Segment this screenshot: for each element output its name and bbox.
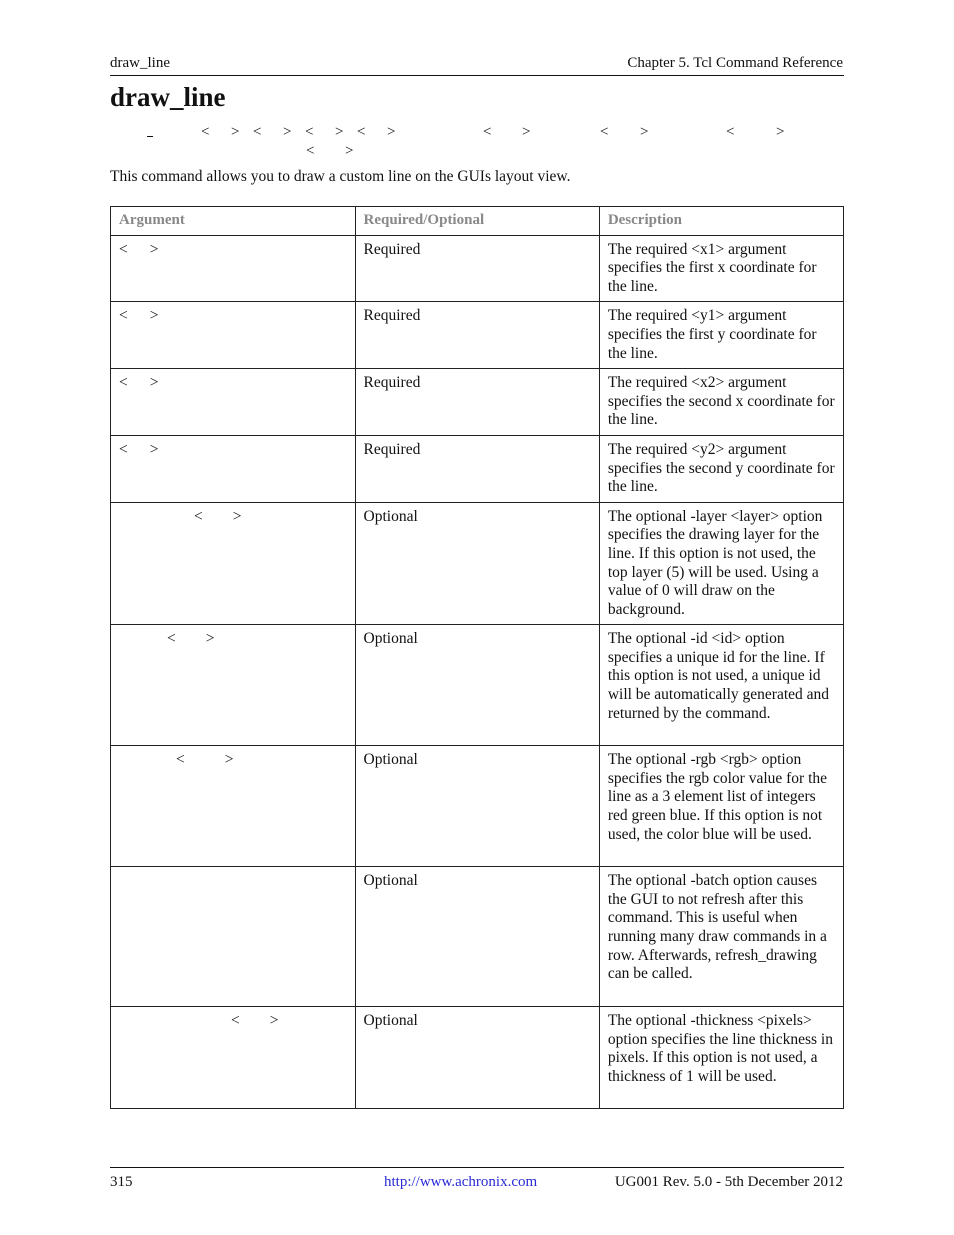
description-cell: The required <x2> argument specifies the second x coordinate for the line. xyxy=(599,369,843,436)
synopsis-bracket: < xyxy=(483,124,492,140)
description-cell: The optional -thickness <pixels> option specifies the line thickness in pixels. If this option is not used, a thickness of 1 will be used. xyxy=(599,1007,843,1109)
running-header-right: Chapter 5. Tcl Command Reference xyxy=(627,55,843,71)
header-rule xyxy=(110,75,844,76)
required-cell: Optional xyxy=(355,502,599,625)
synopsis-bracket: > xyxy=(283,124,292,140)
table-row xyxy=(111,369,844,436)
website-link[interactable]: http://www.achronix.com xyxy=(384,1174,538,1190)
synopsis-bracket: > xyxy=(345,143,354,159)
synopsis-bracket: > xyxy=(335,124,344,140)
synopsis-bracket: < xyxy=(306,143,315,159)
argument-cell xyxy=(111,867,356,1007)
arg-open-bracket: < xyxy=(119,374,128,392)
table-row xyxy=(111,867,844,1007)
required-cell: Required xyxy=(355,369,599,436)
arg-open-bracket: < xyxy=(167,630,176,648)
synopsis-bracket: > xyxy=(387,124,396,140)
synopsis-bracket: < xyxy=(357,124,366,140)
argument-cell xyxy=(111,302,356,369)
synopsis-bracket: < xyxy=(600,124,609,140)
column-header-required: Required/Optional xyxy=(355,207,599,236)
synopsis-bracket: < xyxy=(726,124,735,140)
synopsis-bracket: > xyxy=(776,124,785,140)
arg-open-bracket: < xyxy=(231,1012,240,1030)
required-cell: Required xyxy=(355,435,599,502)
arguments-table xyxy=(110,206,844,1109)
synopsis-bracket: > xyxy=(640,124,649,140)
arg-open-bracket: < xyxy=(176,751,185,769)
arg-open-bracket: < xyxy=(119,307,128,325)
description-cell: The required <y2> argument specifies the second y coordinate for the line. xyxy=(599,435,843,502)
running-header-left: draw_line xyxy=(110,55,170,71)
required-cell: Optional xyxy=(355,625,599,746)
table-row xyxy=(111,746,844,867)
synopsis-bracket: < xyxy=(201,124,210,140)
arg-open-bracket: < xyxy=(194,507,203,525)
arg-open-bracket: < xyxy=(119,440,128,458)
required-cell: Required xyxy=(355,302,599,369)
synopsis-bracket: < xyxy=(253,124,262,140)
synopsis-bracket: > xyxy=(522,124,531,140)
arg-close-bracket: > xyxy=(149,240,159,258)
table-row xyxy=(111,502,844,625)
revision-info: UG001 Rev. 5.0 - 5th December 2012 xyxy=(614,1174,843,1190)
argument-cell xyxy=(111,235,356,302)
required-cell: Required xyxy=(355,235,599,302)
synopsis-bracket: < xyxy=(305,124,314,140)
table-header-row xyxy=(111,207,844,236)
synopsis-underscore xyxy=(147,136,153,137)
description-cell: The optional -id <id> option specifies a unique id for the line. If this option is not used, a unique id will be automatically generated and returned by the command. xyxy=(599,625,843,746)
column-header-argument: Argument xyxy=(111,207,356,236)
arg-close-bracket: > xyxy=(232,507,242,525)
arg-close-bracket: > xyxy=(149,374,159,392)
argument-cell xyxy=(111,502,356,625)
page-number: 315 xyxy=(110,1174,133,1190)
page-title: draw_line xyxy=(110,82,226,112)
required-cell: Optional xyxy=(355,1007,599,1109)
table-row xyxy=(111,235,844,302)
arg-close-bracket: > xyxy=(269,1012,279,1030)
table-row xyxy=(111,625,844,746)
argument-cell xyxy=(111,435,356,502)
synopsis-bracket: > xyxy=(231,124,240,140)
description-cell: The optional -rgb <rgb> option specifies the rgb color value for the line as a 3 element list of integers red green blue. If this option is not used, the color blue will be used. xyxy=(599,746,843,867)
description-cell: The required <y1> argument specifies the first y coordinate for the line. xyxy=(599,302,843,369)
table-row xyxy=(111,302,844,369)
arg-close-bracket: > xyxy=(205,630,215,648)
arg-close-bracket: > xyxy=(224,751,234,769)
footer-rule xyxy=(110,1167,844,1168)
description-cell: The optional -layer <layer> option specifies the drawing layer for the line. If this option is not used, the top layer (5) will be used. Using a value of 0 will draw on the background. xyxy=(599,502,843,625)
argument-cell xyxy=(111,1007,356,1109)
argument-cell xyxy=(111,625,356,746)
description-cell: The required <x1> argument specifies the first x coordinate for the line. xyxy=(599,235,843,302)
description-cell: The optional -batch option causes the GUI to not refresh after this command. This is useful when running many draw commands in a row. Afterwards, refresh_drawing can be called. xyxy=(599,867,843,1007)
column-header-description: Description xyxy=(599,207,843,236)
required-cell: Optional xyxy=(355,746,599,867)
arg-close-bracket: > xyxy=(149,307,159,325)
required-cell: Optional xyxy=(355,867,599,1007)
table-row xyxy=(111,435,844,502)
intro-paragraph: This command allows you to draw a custom line on the GUIs layout view. xyxy=(110,168,571,185)
arg-close-bracket: > xyxy=(149,440,159,458)
argument-cell xyxy=(111,369,356,436)
table-row xyxy=(111,1007,844,1109)
arg-open-bracket: < xyxy=(119,240,128,258)
argument-cell xyxy=(111,746,356,867)
